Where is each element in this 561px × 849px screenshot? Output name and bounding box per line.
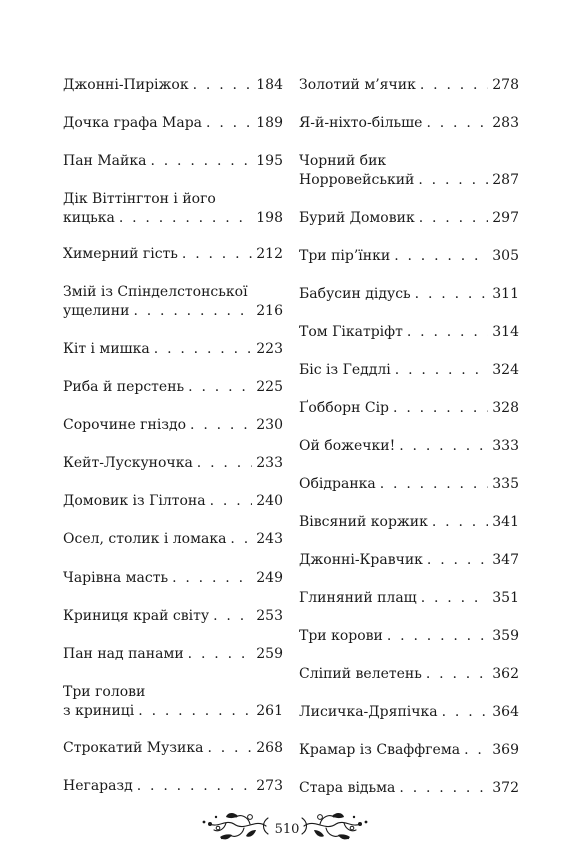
toc-page-number: 230: [256, 417, 283, 433]
toc-entry: [63, 739, 283, 758]
toc-entry: [299, 627, 519, 646]
toc-entry: [299, 665, 519, 684]
toc-entry: [63, 530, 283, 549]
toc-entry-line: [299, 114, 519, 133]
toc-entry-title: Глиняний плащ: [299, 590, 417, 606]
toc-entry: [63, 777, 283, 796]
toc-entry-title: Кейт-Лускуночка: [63, 455, 193, 471]
toc-dot-leader: [442, 703, 489, 722]
toc-dot-leader: [464, 741, 488, 760]
toc-entry-title: Домовик із Гілтона: [63, 493, 206, 509]
toc-entry-title: Сорочине гніздо: [63, 417, 187, 433]
toc-entry-title: Негаразд: [63, 778, 133, 794]
toc-dot-leader: [213, 607, 252, 626]
toc-dot-leader: [427, 551, 488, 570]
toc-entry: [299, 323, 519, 342]
toc-entry-line: [299, 703, 519, 722]
toc-page-number: 184: [256, 77, 283, 93]
toc-entry-line: [63, 454, 283, 473]
toc-dot-leader: [399, 779, 488, 798]
toc-dot-leader: [206, 114, 252, 133]
toc-page-number: 278: [492, 77, 519, 93]
toc-entry-line: [63, 190, 283, 209]
toc-dot-leader: [415, 285, 489, 304]
toc-entry-title: Бурий Домовик: [299, 210, 415, 226]
toc-page-number: 283: [492, 115, 519, 131]
toc-page-number: 287: [492, 172, 519, 188]
toc-entry-line: [63, 683, 283, 702]
toc-entry-title: Три пір’їнки: [299, 248, 391, 264]
toc-entry: [63, 607, 283, 626]
toc-entry-title: Осел, столик і ломака: [63, 531, 227, 547]
toc-entry-line: [299, 589, 519, 608]
toc-entry-line: [63, 492, 283, 511]
toc-entry-line: [299, 171, 519, 190]
toc-entry: [63, 283, 283, 321]
toc-dot-leader: [190, 416, 252, 435]
toc-entry-title: з криниці: [63, 703, 135, 719]
toc-page-number: 240: [256, 493, 283, 509]
toc-entry-line: [299, 247, 519, 266]
toc-entry-line: [63, 209, 283, 228]
toc-page-number: 189: [256, 115, 283, 131]
toc-page-number: 198: [256, 210, 283, 226]
toc-entry: [299, 76, 519, 95]
toc-entry-title: Кіт і мишка: [63, 341, 150, 357]
toc-page-number: 314: [492, 324, 519, 340]
toc-entry-title: Я-й-ніхто-більше: [299, 115, 423, 131]
toc-entry-line: [299, 285, 519, 304]
toc-entry-title: Строкатий Музика: [63, 740, 204, 756]
toc-dot-leader: [421, 589, 489, 608]
toc-entry-line: [63, 76, 283, 95]
toc-page-number: 273: [256, 778, 283, 794]
toc-entry-line: [63, 645, 283, 664]
toc-entry: [63, 76, 283, 95]
toc-entry: [63, 152, 283, 171]
toc-entry-line: [299, 513, 519, 532]
toc-entry-title: Ой божечки!: [299, 438, 396, 454]
toc-entry-line: [299, 665, 519, 684]
toc-dot-leader: [394, 247, 488, 266]
toc-entry-title: Три корови: [299, 628, 383, 644]
toc-entry-line: [63, 378, 283, 397]
toc-dot-leader: [182, 245, 252, 264]
toc-dot-leader: [137, 777, 253, 796]
toc-dot-leader: [399, 437, 488, 456]
toc-entry-line: [63, 777, 283, 796]
toc-entry-line: [63, 569, 283, 588]
toc-dot-leader: [393, 399, 488, 418]
toc-entry-title: Дочка графа Мара: [63, 115, 203, 131]
toc-entry-line: [63, 114, 283, 133]
toc-entry: [299, 247, 519, 266]
toc-entry-line: [299, 627, 519, 646]
toc-page-number: 225: [256, 379, 283, 395]
toc-page-number: 351: [492, 590, 519, 606]
toc-entry: [299, 779, 519, 798]
toc-page-number: 212: [256, 246, 283, 262]
toc-entry-line: [63, 245, 283, 264]
toc-page-number: 297: [492, 210, 519, 226]
toc-dot-leader: [426, 114, 488, 133]
toc-page-number: 362: [492, 666, 519, 682]
toc-entry: [299, 475, 519, 494]
toc-entry-title: Ґобборн Сір: [299, 400, 390, 416]
toc-entry-title: Золотий м’ячик: [299, 77, 416, 93]
toc-entry-title: Том Гікатріфт: [299, 324, 403, 340]
toc-dot-leader: [426, 665, 488, 684]
toc-entry-title: ущелини: [63, 303, 130, 319]
toc-page-number: 243: [256, 531, 283, 547]
toc-entry-line: [63, 607, 283, 626]
toc-dot-leader: [150, 152, 252, 171]
toc-entry-line: [63, 739, 283, 758]
toc-entry-line: [299, 779, 519, 798]
toc-entry-title: Сліпий велетень: [299, 666, 422, 682]
toc-entry-line: [299, 76, 519, 95]
toc-dot-leader: [407, 323, 488, 342]
toc-entry: [299, 361, 519, 380]
toc-page-number: 261: [256, 703, 283, 719]
toc-entry-title: Стара відьма: [299, 780, 396, 796]
toc-page-number: 369: [492, 742, 519, 758]
toc-entry: [299, 114, 519, 133]
toc-entry-title: Чарівна масть: [63, 570, 169, 586]
toc-entry-title: Криниця край світу: [63, 608, 210, 624]
toc-entry-title: Крамар із Сваффгема: [299, 742, 461, 758]
toc-page-number: 195: [256, 153, 283, 169]
toc-entry: [63, 683, 283, 721]
toc-page-number: 324: [492, 362, 519, 378]
toc-entry-line: [299, 551, 519, 570]
toc-dot-leader: [395, 361, 488, 380]
toc-entry-line: [63, 416, 283, 435]
toc-entry: [63, 114, 283, 133]
toc-dot-leader: [154, 340, 252, 359]
toc-page-number: 364: [492, 704, 519, 720]
toc-entry-title: Вівсяний коржик: [299, 514, 428, 530]
toc-entry-title: Обідранка: [299, 476, 376, 492]
toc-page-number: 347: [492, 552, 519, 568]
toc-page-number: 328: [492, 400, 519, 416]
toc-dot-leader: [172, 569, 252, 588]
toc-entry-line: [299, 741, 519, 760]
toc-dot-leader: [420, 76, 488, 95]
toc-entry: [299, 152, 519, 190]
toc-entry-line: [63, 340, 283, 359]
toc-entry-title: Пан над панами: [63, 646, 184, 662]
toc-entry-title: Джонні-Кравчик: [299, 552, 423, 568]
toc-entry-title: Пан Майка: [63, 153, 147, 169]
toc-page-number: 223: [256, 341, 283, 357]
toc-entry-title: Риба й перстень: [63, 379, 185, 395]
toc-entry: [299, 437, 519, 456]
page-number: 510: [274, 822, 300, 837]
toc-entry-line: [299, 323, 519, 342]
toc-entry-line: [63, 283, 283, 302]
toc-entry: [63, 569, 283, 588]
toc-dot-leader: [188, 378, 252, 397]
toc-entry-line: [63, 152, 283, 171]
toc-page-number: 268: [256, 740, 283, 756]
toc-entry: [63, 245, 283, 264]
toc-entry: [299, 703, 519, 722]
toc-entry-line: [63, 302, 283, 321]
toc-entry: [63, 454, 283, 473]
toc-dot-leader: [138, 702, 252, 721]
toc-page-number: 216: [256, 303, 283, 319]
toc-entry-title: Химерний гість: [63, 246, 178, 262]
toc-entry-line: [299, 437, 519, 456]
toc-entry: [63, 645, 283, 664]
toc-entry-title: Норровейський: [299, 172, 415, 188]
toc-dot-leader: [207, 739, 252, 758]
toc-dot-leader: [418, 171, 488, 190]
toc-entry-title: Три голови: [63, 684, 146, 700]
toc-dot-leader: [119, 209, 252, 228]
toc-page-number: 341: [492, 514, 519, 530]
toc-dot-leader: [197, 454, 252, 473]
toc-entry: [299, 209, 519, 228]
toc-entry-title: Біс із Геддлі: [299, 362, 391, 378]
toc-entry: [63, 340, 283, 359]
toc-dot-leader: [188, 645, 253, 664]
toc-entry-title: Дік Віттінгтон і його: [63, 191, 216, 207]
toc-dot-leader: [387, 627, 488, 646]
toc-entry-title: Змій із Спінделстонської: [63, 284, 248, 300]
toc-dot-leader: [230, 530, 252, 549]
toc-entry-title: Джонні-Пиріжок: [63, 77, 189, 93]
toc-entry-line: [299, 209, 519, 228]
toc-page-number: 259: [256, 646, 283, 662]
toc-entry-line: [299, 399, 519, 418]
toc-dot-leader: [210, 492, 253, 511]
toc-entry-line: [63, 530, 283, 549]
toc-entry: [63, 190, 283, 228]
toc-entry: [299, 285, 519, 304]
toc-entry: [63, 416, 283, 435]
toc-page-number: 372: [492, 780, 519, 796]
toc-entry: [63, 378, 283, 397]
toc-entry-title: Лисичка-Дряпічка: [299, 704, 438, 720]
toc-page-number: 305: [492, 248, 519, 264]
toc-dot-leader: [432, 513, 488, 532]
toc-dot-leader: [133, 302, 252, 321]
toc-page-number: 333: [492, 438, 519, 454]
toc-page-number: 311: [492, 286, 519, 302]
toc-entry-line: [63, 702, 283, 721]
toc-page-number: 359: [492, 628, 519, 644]
toc-dot-leader: [193, 76, 253, 95]
toc-entry: [299, 551, 519, 570]
toc-dot-leader: [380, 475, 489, 494]
toc-page-number: 233: [256, 455, 283, 471]
toc-entry: [63, 492, 283, 511]
toc-entry: [299, 589, 519, 608]
toc-entry-line: [299, 361, 519, 380]
toc-entry-title: Чорний бик: [299, 153, 387, 169]
toc-entry-line: [299, 475, 519, 494]
toc-entry: [299, 399, 519, 418]
toc-page-number: 335: [492, 476, 519, 492]
toc-entry-line: [299, 152, 519, 171]
toc-page-number: 249: [256, 570, 283, 586]
toc-entry: [299, 513, 519, 532]
toc-entry: [299, 741, 519, 760]
toc-entry-title: Бабусин дідусь: [299, 286, 411, 302]
toc-entry-title: кицька: [63, 210, 115, 226]
toc-dot-leader: [419, 209, 489, 228]
toc-page-number: 253: [256, 608, 283, 624]
